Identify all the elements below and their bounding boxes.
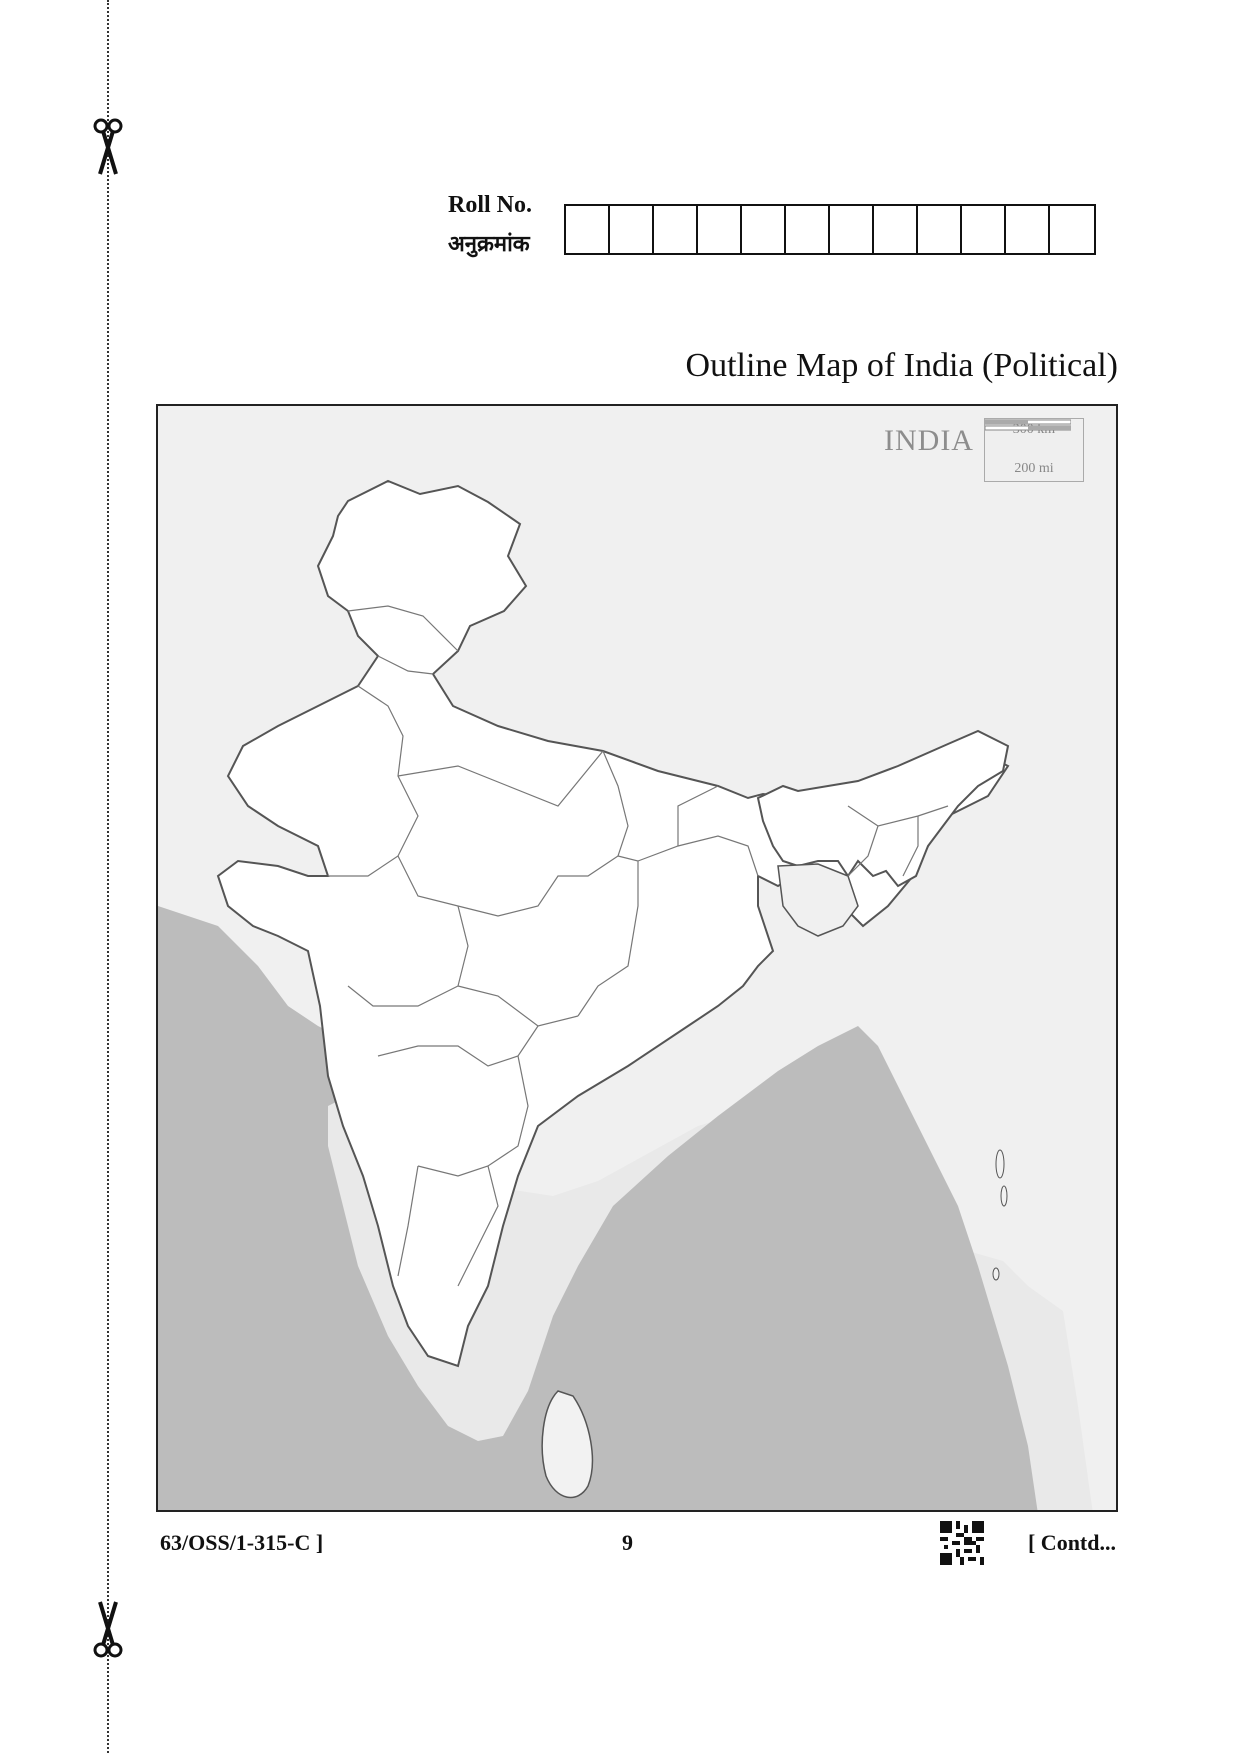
roll-number-box[interactable] [830, 206, 874, 253]
scale-mi-label: 200 mi [1014, 461, 1054, 476]
roll-number-box[interactable] [1050, 206, 1094, 253]
scissors-icon [92, 1598, 124, 1658]
qr-code-icon [940, 1521, 984, 1565]
roll-number-box[interactable] [1006, 206, 1050, 253]
scissors-icon [92, 118, 124, 178]
map-title: Outline Map of India (Political) [685, 347, 1118, 384]
map-graphic [158, 406, 1118, 1512]
roll-number-box[interactable] [918, 206, 962, 253]
scale-bar-icon [985, 419, 1071, 431]
india-outline-map [156, 404, 1118, 1512]
map-scale [984, 418, 1084, 482]
roll-number-label: Roll No. [448, 192, 532, 218]
roll-number-label-hindi: अनुक्रमांक [448, 231, 530, 256]
map-country-label: INDIA [884, 424, 974, 457]
roll-number-box[interactable] [962, 206, 1006, 253]
cut-line [107, 0, 109, 1753]
roll-number-boxes[interactable] [564, 204, 1096, 255]
roll-number-box[interactable] [742, 206, 786, 253]
paper-code: 63/OSS/1-315-C ] [160, 1530, 324, 1555]
roll-number-box[interactable] [698, 206, 742, 253]
continued-label: [ Contd... [1027, 1530, 1116, 1555]
page-number: 9 [622, 1530, 633, 1555]
roll-number-box[interactable] [786, 206, 830, 253]
roll-number-box[interactable] [566, 206, 610, 253]
roll-number-box[interactable] [654, 206, 698, 253]
roll-number-box[interactable] [610, 206, 654, 253]
roll-number-box[interactable] [874, 206, 918, 253]
